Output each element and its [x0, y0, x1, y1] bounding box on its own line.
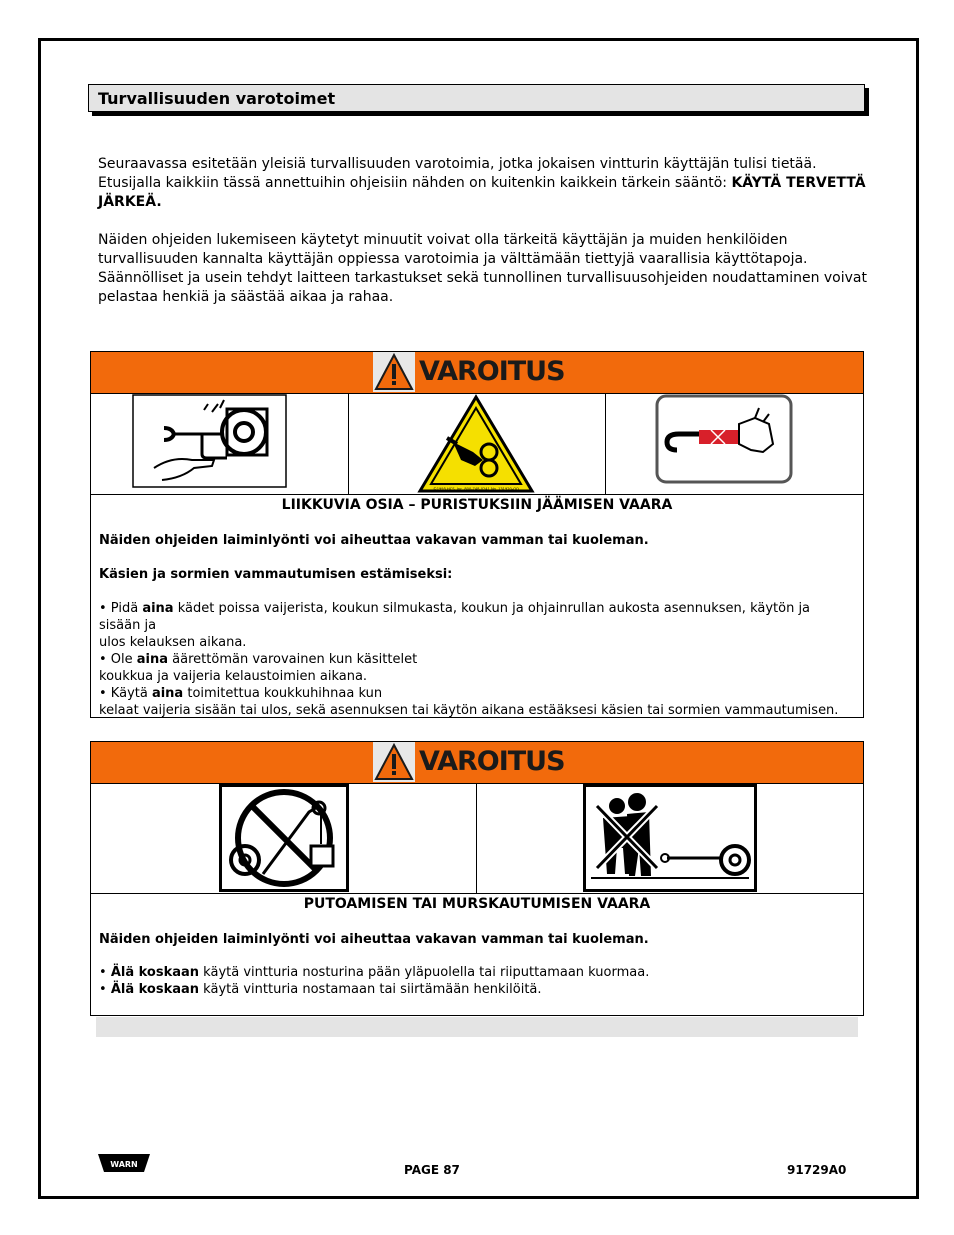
hazard-title: PUTOAMISEN TAI MURSKAUTUMISEN VAARA [303, 896, 651, 912]
warning-label [373, 742, 573, 782]
pictogram-cell [476, 784, 863, 893]
intro-line [98, 193, 868, 212]
pictogram-cell [91, 394, 349, 494]
no-lifting-pictogram [219, 784, 349, 892]
warning-banner [91, 742, 863, 784]
pictogram-cell [605, 394, 863, 494]
list-item: • Älä koskaan käytä vintturia nostamaan tai siirtämään henkilöitä. [99, 982, 542, 997]
section-title: Turvallisuuden varotoimet [98, 89, 336, 108]
hook-strap-pictogram [655, 394, 793, 484]
list-item-continuation: kelaat vaijeria sisään tai ulos, sekä asennuksen tai käytön aikana estääksesi käsien tai sormien vammautumisen. [99, 703, 839, 718]
alert-triangle-icon [373, 352, 415, 392]
rule-emphasis: JÄRKEÄ. [98, 194, 162, 210]
list-item-continuation: ulos kelauksen aikana. [99, 635, 247, 650]
intro-line: Seuraavassa esitetään yleisiä turvallisuuden varotoimia, jotka jokaisen vintturin käyttäjän tulisi tietää. [98, 156, 817, 172]
pictogram-cell [91, 784, 477, 893]
hazard-title: LIIKKUVIA OSIA – PURISTUKSIIN JÄÄMISEN VAARA [281, 497, 673, 513]
list-item: • Käytä aina toimitettua koukkuhihnaa kun [99, 686, 383, 701]
list-item: • Pidä aina kädet poissa vaijerista, koukun silmukasta, koukun ja ohjainrullan aukosta asennuksen, käytön ja sisään ja [99, 601, 811, 633]
warning-bullet-list [99, 600, 849, 719]
list-item: • Ole aina äärettömän varovainen kun käsittelet [99, 652, 418, 667]
signal-word: VAROITUS [419, 356, 565, 387]
warning-label [373, 352, 573, 392]
consequence-text: Näiden ohjeiden laiminlyönti voi aiheuttaa vakavan vamman tai kuoleman. [99, 533, 649, 548]
avoidance-heading: Käsien ja sormien vammautumisen estämiseksi: [99, 567, 453, 582]
consequence-text: Näiden ohjeiden laiminlyönti voi aiheuttaa vakavan vamman tai kuoleman. [99, 932, 649, 947]
shaded-divider [96, 1017, 858, 1037]
pictogram-cell [348, 394, 606, 494]
list-item: • Älä koskaan käytä vintturia nosturina pään yläpuolella tai riiputtamaan kuormaa. [99, 965, 650, 980]
warn-logo [98, 1152, 150, 1174]
hand-near-drum-pictogram [132, 394, 287, 488]
pictogram-row [91, 394, 863, 495]
warning-bullet-list [99, 964, 849, 998]
warning-box-moving-parts [90, 351, 864, 718]
intro-line: pelastaa henkiä ja säästää aikaa ja rahaa. [98, 289, 394, 305]
pictogram-row [91, 784, 863, 894]
svg-text:WARN: WARN [110, 1160, 138, 1169]
warning-banner [91, 352, 863, 394]
alert-triangle-icon [373, 742, 415, 782]
intro-line: Etusijalla kaikkiin tässä annettuihin ohjeisiin nähden on kuitenkin kaikkein tärkein sääntö: KÄYTÄ TERVETTÄ [98, 175, 866, 191]
no-people-lifting-pictogram [583, 784, 757, 892]
intro-paragraph-1 [98, 155, 868, 212]
sticker-fineprint: ©1995 HCS, Inc. 800-748-0241 No. 131920-OO [433, 487, 519, 491]
intro-line: Näiden ohjeiden lukemiseen käytetyt minuutit voivat olla tärkeitä käyttäjän ja muiden henkilöiden [98, 232, 788, 248]
entanglement-sticker-pictogram [417, 394, 535, 494]
intro-paragraph-2 [98, 231, 868, 307]
rule-emphasis: KÄYTÄ TERVETTÄ [731, 175, 866, 191]
document-code: 91729A0 [787, 1163, 847, 1177]
section-header [88, 84, 865, 112]
page-number: PAGE 87 [404, 1163, 460, 1177]
intro-line: Säännölliset ja usein tehdyt laitteen tarkastukset sekä tunnollinen turvallisuusohjeiden noudattaminen voivat [98, 270, 867, 286]
intro-line: turvallisuuden kannalta käyttäjän oppiessa varotoimia ja välttämään tiettyjä vaarallisia käyttötapoja. [98, 251, 808, 267]
signal-word: VAROITUS [419, 746, 565, 777]
warning-box-fall-crush [90, 741, 864, 1016]
list-item-continuation: koukkua ja vaijeria kelaustoimien aikana. [99, 669, 368, 684]
